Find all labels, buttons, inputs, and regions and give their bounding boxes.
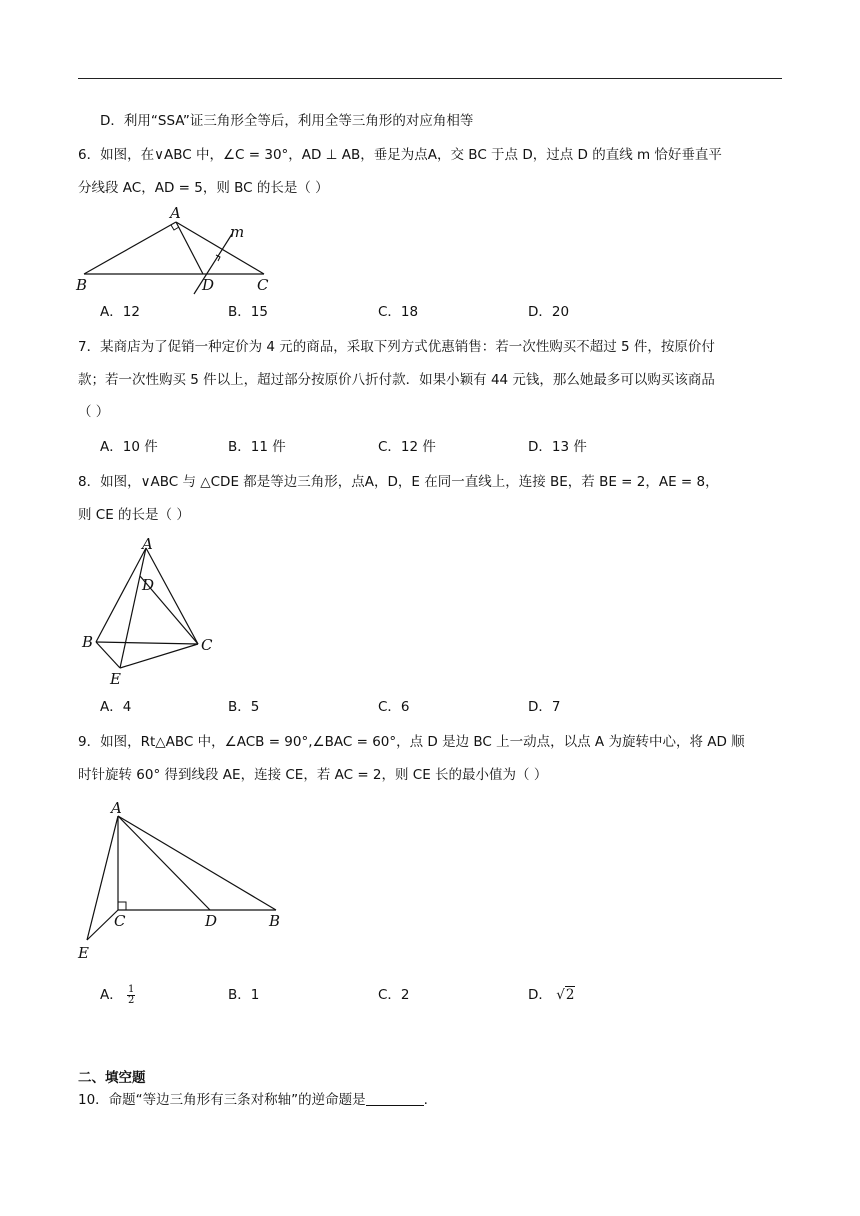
q10-answer-blank[interactable]: [366, 1091, 424, 1106]
q9-option-a-label: A．: [100, 987, 123, 1003]
q9-fraction-denominator: 2: [128, 994, 135, 1006]
q5-option-d: D．利用“SSA”证三角形全等后，利用全等三角形的对应角相等: [100, 113, 474, 129]
q6-label-b: B: [76, 276, 88, 294]
q6-label-a: A: [170, 204, 181, 222]
q9-label-e: E: [78, 944, 89, 962]
q9-label-d: D: [205, 912, 218, 930]
q9-option-b[interactable]: B．1: [228, 987, 260, 1003]
q9-option-d-sqrt: √2: [556, 987, 575, 1003]
q9-option-c[interactable]: C．2: [378, 987, 410, 1003]
q10-suffix: .: [423, 1092, 428, 1108]
q6-option-d[interactable]: D．20: [528, 304, 570, 320]
q9-option-a-fraction: [127, 985, 135, 1006]
q7-stem-line3: （ ）: [78, 404, 110, 420]
q6-label-c: C: [257, 276, 269, 294]
q6-stem-line2: 分线段 AC，AD = 5，则 BC 的长是（ ）: [78, 180, 329, 196]
q7-option-b[interactable]: B．11 件: [228, 439, 286, 455]
q8-option-b[interactable]: B．5: [228, 699, 260, 715]
q8-option-c[interactable]: C．6: [378, 699, 410, 715]
q6-option-b[interactable]: B．15: [228, 304, 268, 320]
q7-option-a[interactable]: A．10 件: [100, 439, 158, 455]
q8-label-c: C: [201, 636, 213, 654]
q9-label-c: C: [114, 912, 126, 930]
q10-stem: [78, 1089, 782, 1111]
q9-sqrt-radicand: 2: [565, 987, 575, 1003]
q7-stem-line1: 7．某商店为了促销一种定价为 4 元的商品，采取下列方式优惠销售：若一次性购买不超过 5 件，按原价付: [78, 339, 715, 355]
q8-option-d[interactable]: D．7: [528, 699, 561, 715]
q9-stem-line2: 时针旋转 60° 得到线段 AE，连接 CE，若 AC = 2，则 CE 长的最小值为（ ）: [78, 767, 548, 783]
q8-stem-line2: 则 CE 的长是（ ）: [78, 507, 190, 523]
q6-options: [100, 301, 780, 323]
q7-stem-line2: 款；若一次性购买 5 件以上，超过部分按原价八折付款．如果小颖有 44 元钱，那么她最多可以购买该商品: [78, 372, 715, 388]
q9-figure: [74, 796, 290, 968]
q8-label-a: A: [142, 535, 153, 553]
header-rule: [78, 78, 782, 79]
q6-option-c[interactable]: C．18: [378, 304, 419, 320]
q9-option-a[interactable]: [100, 984, 135, 1006]
q8-stem-line1: 8．如图，∨ABC 与 △CDE 都是等边三角形，点A，D，E 在同一直线上，连接 BE，若 BE = 2，AE = 8，: [78, 474, 719, 490]
q8-label-d: D: [142, 576, 155, 594]
q9-stem-line1: 9．如图，Rt△ABC 中，∠ACB = 90°,∠BAC = 60°，点 D 是边 BC 上一动点，以点 A 为旋转中心，将 AD 顺: [78, 734, 745, 750]
q6-stem-line1: 6．如图，在∨ABC 中，∠C = 30°，AD ⊥ AB，垂足为点A，交 BC 于点 D，过点 D 的直线 m 恰好垂直平: [78, 147, 722, 163]
q8-figure: [78, 534, 228, 688]
q9-label-b: B: [269, 912, 281, 930]
q6-label-m: m: [230, 223, 245, 241]
q7-options: [100, 436, 780, 458]
q7-option-d[interactable]: D．13 件: [528, 439, 587, 455]
q9-option-d-label: D．: [528, 987, 552, 1003]
q6-figure: [72, 204, 282, 296]
q6-label-d: D: [202, 276, 215, 294]
q9-options: [100, 984, 780, 1006]
q8-option-a[interactable]: A．4: [100, 699, 132, 715]
q8-label-e: E: [110, 670, 121, 688]
q9-option-d[interactable]: [528, 984, 575, 1006]
q6-option-a[interactable]: A．12: [100, 304, 140, 320]
q7-option-c[interactable]: C．12 件: [378, 439, 436, 455]
q9-fraction-numerator: 1: [128, 983, 135, 995]
q10-prefix: 10．命题“等边三角形有三条对称轴”的逆命题是: [78, 1092, 366, 1108]
q9-label-a: A: [111, 799, 122, 817]
section-title-fill-in: 二、填空题: [78, 1070, 146, 1086]
q8-options: [100, 696, 780, 718]
q8-label-b: B: [82, 633, 94, 651]
